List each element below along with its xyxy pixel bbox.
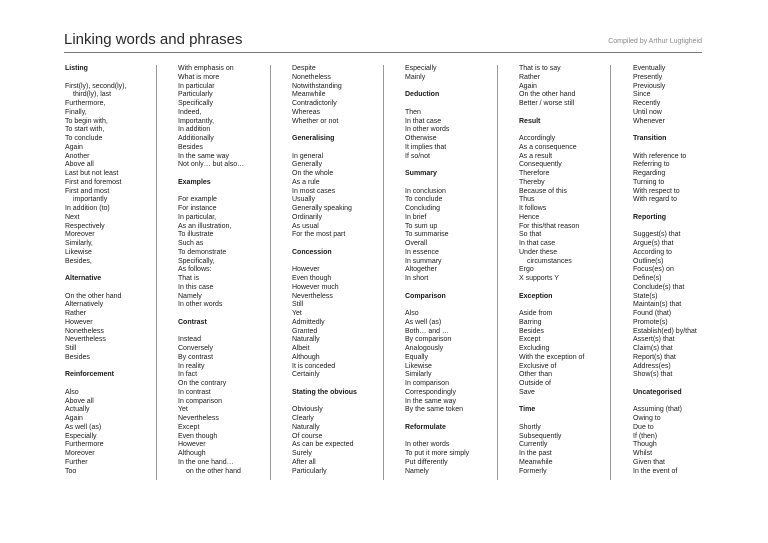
- phrase-item: In other words: [405, 126, 450, 134]
- section-heading: Listing: [65, 65, 88, 72]
- spacer: [633, 398, 733, 407]
- phrase-item: Above all: [65, 161, 94, 169]
- phrase-item: Besides,: [65, 257, 92, 265]
- phrase-item: To conclude: [65, 135, 103, 142]
- phrase-item: Albeit: [292, 345, 310, 352]
- phrase-item: Last but not least: [65, 170, 119, 177]
- author-credit: Compiled by Arthur Lugtigheid: [608, 38, 702, 45]
- phrase-item: It is conceded: [292, 362, 336, 370]
- phrase-item: Conclude(s) that: [633, 283, 685, 291]
- phrase-item: Respectively: [65, 222, 105, 230]
- phrase-item: Especially: [65, 432, 97, 440]
- phrase-item: In the same way: [405, 397, 456, 405]
- phrase-item: Even though: [178, 432, 218, 440]
- phrase-item: After all: [292, 458, 316, 466]
- phrase-item: Assert(s) that: [633, 336, 675, 344]
- phrase-item: Ergo: [519, 266, 534, 274]
- phrase-item: Yet: [292, 310, 302, 317]
- phrase-item: Exclusive of: [519, 362, 557, 370]
- phrase-item: Referring to: [633, 161, 670, 169]
- phrase-item: Overall: [405, 240, 428, 247]
- phrase-item: Clearly: [292, 415, 314, 422]
- phrase-item: State(s): [633, 292, 658, 300]
- phrase-item: Notwithstanding: [292, 82, 342, 90]
- phrase-item: Naturally: [292, 336, 320, 344]
- section-heading: Time: [519, 406, 536, 414]
- phrase-item: Usually: [292, 196, 315, 204]
- phrase-item: Save: [519, 388, 535, 396]
- phrase-item: By the same token: [405, 406, 463, 414]
- phrase-item: In particular: [178, 82, 215, 90]
- phrase-item: Furthermore,: [65, 100, 106, 107]
- spacer: [178, 170, 278, 179]
- phrase-item: If so/not: [405, 152, 430, 160]
- phrase-item: Promote(s): [633, 318, 668, 326]
- phrase-item: Still: [292, 301, 304, 309]
- phrase-item: In the past: [519, 450, 552, 457]
- phrase-item: Analogously: [405, 345, 444, 352]
- phrase-item: However much: [292, 283, 339, 291]
- phrase-item: Besides: [519, 327, 544, 335]
- phrase-item: importantly: [73, 196, 108, 204]
- phrase-item: Ordinarily: [292, 213, 322, 221]
- phrase-item: Of course: [292, 432, 323, 440]
- phrase-item: Further: [65, 458, 88, 466]
- phrase-item: Found (that): [633, 310, 672, 317]
- phrase-item: Similarly,: [65, 240, 93, 247]
- spacer: [65, 266, 165, 275]
- phrase-item: So that: [519, 231, 542, 239]
- phrase-item: Maintain(s) that: [633, 301, 682, 309]
- spacer: [405, 415, 505, 424]
- phrase-item: Barring: [519, 318, 542, 326]
- phrase-item: On the other hand: [65, 292, 122, 300]
- phrase-item: Also: [65, 388, 79, 396]
- phrase-item: Rather: [519, 73, 541, 81]
- phrase-item: Instead: [178, 336, 201, 344]
- spacer: [292, 126, 392, 135]
- phrase-item: As a consequence: [519, 143, 577, 151]
- column-2: [178, 65, 278, 476]
- phrase-item: Correspondingly: [405, 388, 456, 396]
- column-4: [405, 65, 505, 476]
- phrase-item: To begin with,: [65, 117, 108, 125]
- column-3: [292, 65, 392, 476]
- phrase-item: What is more: [178, 73, 220, 81]
- phrase-item: To illustrate: [178, 231, 214, 239]
- phrase-item: Actually: [65, 406, 90, 414]
- phrase-item: Given that: [633, 458, 665, 466]
- phrase-item: Since: [633, 91, 651, 99]
- phrase-item: Particularly: [292, 467, 327, 475]
- phrase-item: In reality: [178, 362, 205, 370]
- phrase-item: Meanwhile: [519, 458, 553, 466]
- phrase-item: Again: [519, 82, 537, 90]
- phrase-item: In contrast: [178, 388, 211, 396]
- phrase-item: Shortly: [519, 423, 541, 431]
- phrase-item: As well (as): [65, 423, 102, 431]
- section-heading: Comparison: [405, 292, 446, 300]
- phrase-item: Owing to: [633, 415, 661, 422]
- spacer: [405, 284, 505, 293]
- phrase-item: Regarding: [633, 170, 666, 177]
- section-heading: Result: [519, 117, 541, 125]
- phrase-item: Granted: [292, 327, 318, 335]
- column-5: [519, 65, 619, 476]
- phrase-item: Therefore: [519, 170, 550, 177]
- phrase-item: Still: [65, 345, 77, 352]
- section-heading: Transition: [633, 135, 667, 142]
- phrase-item: To demonstrate: [178, 248, 227, 256]
- phrase-item: Finally,: [65, 108, 87, 116]
- column-divider: [156, 65, 157, 480]
- phrase-item: Outside of: [519, 380, 551, 387]
- phrase-item: Presently: [633, 73, 663, 81]
- spacer: [65, 363, 165, 372]
- phrase-item: Importantly,: [178, 117, 215, 125]
- phrase-item: Meanwhile: [292, 91, 326, 99]
- phrase-item: Define(s): [633, 275, 662, 282]
- phrase-item: However: [292, 266, 320, 274]
- phrase-item: Again: [65, 143, 83, 151]
- phrase-item: As can be expected: [292, 441, 354, 449]
- spacer: [65, 284, 165, 293]
- phrase-item: Currently: [519, 441, 548, 449]
- phrase-item: Again: [65, 415, 83, 422]
- phrase-item: Alternatively: [65, 301, 104, 309]
- phrase-item: If (then): [633, 432, 658, 440]
- section-heading: Generalising: [292, 135, 335, 142]
- phrase-item: Specifically: [178, 100, 214, 107]
- section-heading: Exception: [519, 292, 553, 300]
- phrase-item: In the event of: [633, 467, 678, 475]
- phrase-item: Accordingly: [519, 135, 556, 142]
- phrase-item: On the contrary: [178, 380, 227, 387]
- phrase-item: Similarly: [405, 371, 432, 379]
- phrase-item: Additionally: [178, 135, 214, 142]
- phrase-item: Whenever: [633, 117, 665, 125]
- section-heading: Reporting: [633, 213, 667, 221]
- phrase-item: Namely: [178, 292, 202, 300]
- phrase-item: Namely: [405, 467, 429, 475]
- phrase-item: In fact: [178, 371, 198, 379]
- phrase-item: Under these: [519, 248, 558, 256]
- section-heading: Summary: [405, 170, 437, 177]
- phrase-item: Naturally: [292, 423, 320, 431]
- spacer: [65, 380, 165, 389]
- phrase-item: According to: [633, 248, 672, 256]
- phrase-item: Specifically,: [178, 257, 215, 265]
- phrase-item: Moreover: [65, 231, 95, 239]
- phrase-item: As follows:: [178, 266, 212, 274]
- phrase-item: As a result: [519, 152, 553, 160]
- phrase-item: Whereas: [292, 108, 321, 116]
- spacer: [292, 398, 392, 407]
- spacer: [633, 380, 733, 389]
- spacer: [65, 74, 165, 83]
- section-heading: Contrast: [178, 318, 207, 326]
- spacer: [519, 398, 619, 407]
- spacer: [292, 258, 392, 267]
- phrase-item: Claim(s) that: [633, 345, 673, 352]
- phrase-item: In addition (to): [65, 205, 110, 212]
- phrase-item: Nevertheless: [178, 415, 219, 422]
- phrase-item: First and foremost: [65, 178, 122, 186]
- spacer: [519, 109, 619, 118]
- phrase-item: That is to say: [519, 65, 561, 72]
- phrase-item: In comparison: [405, 380, 449, 387]
- spacer: [178, 310, 278, 319]
- spacer: [633, 205, 733, 214]
- spacer: [178, 188, 278, 197]
- phrase-item: Aside from: [519, 310, 553, 317]
- phrase-item: on the other hand: [186, 467, 241, 475]
- phrase-item: Consequently: [519, 161, 562, 169]
- phrase-item: Conversely: [178, 345, 214, 352]
- spacer: [633, 144, 733, 153]
- column-1: [65, 65, 165, 476]
- phrase-item: Especially: [405, 65, 437, 72]
- section-heading: Concession: [292, 248, 332, 256]
- spacer: [292, 380, 392, 389]
- spacer: [178, 328, 278, 337]
- phrase-item: Until now: [633, 108, 662, 116]
- phrase-item: On the other hand: [519, 91, 576, 99]
- phrase-item: Also: [405, 310, 419, 317]
- phrase-item: For this/that reason: [519, 222, 580, 230]
- spacer: [405, 83, 505, 92]
- phrase-item: By comparison: [405, 336, 452, 344]
- phrase-item: With emphasis on: [178, 65, 234, 72]
- phrase-item: Eventually: [633, 65, 666, 72]
- phrase-item: Recently: [633, 100, 661, 107]
- phrase-item: Whether or not: [292, 117, 339, 125]
- phrase-item: Another: [65, 152, 90, 160]
- phrase-item: Besides: [65, 353, 90, 361]
- phrase-item: Nonetheless: [292, 73, 331, 81]
- phrase-item: Concluding: [405, 205, 441, 212]
- phrase-item: Formerly: [519, 467, 547, 475]
- phrase-item: Particularly: [178, 91, 213, 99]
- phrase-item: In addition: [178, 126, 211, 134]
- spacer: [292, 240, 392, 249]
- phrase-item: For instance: [178, 205, 217, 212]
- spacer: [519, 126, 619, 135]
- phrase-item: Too: [65, 467, 77, 475]
- phrase-item: To summarise: [405, 231, 449, 239]
- section-heading: Reinforcement: [65, 371, 115, 379]
- spacer: [519, 301, 619, 310]
- phrase-item: First(ly), second(ly),: [65, 82, 127, 90]
- phrase-item: In other words: [405, 441, 450, 449]
- phrase-item: Yet: [178, 406, 188, 414]
- phrase-item: In the same way: [178, 152, 229, 160]
- phrase-item: It follows: [519, 205, 547, 212]
- phrase-item: circumstances: [527, 257, 572, 265]
- phrase-item: X supports Y: [519, 275, 559, 282]
- phrase-item: Besides: [178, 143, 203, 151]
- spacer: [405, 161, 505, 170]
- phrase-item: Suggest(s) that: [633, 231, 681, 239]
- phrase-item: Whilst: [633, 450, 653, 457]
- phrase-item: Equally: [405, 353, 428, 361]
- phrase-item: However: [178, 441, 206, 449]
- phrase-item: For example: [178, 196, 217, 204]
- phrase-item: Although: [178, 450, 206, 457]
- phrase-item: In essence: [405, 248, 439, 256]
- phrase-item: Then: [405, 108, 421, 116]
- phrase-item: On the whole: [292, 170, 334, 177]
- section-heading: Examples: [178, 178, 211, 186]
- phrase-item: Because of this: [519, 187, 567, 195]
- phrase-item: Address(es): [633, 362, 671, 370]
- phrase-item: Admittedly: [292, 318, 325, 326]
- phrase-item: Though: [633, 441, 657, 449]
- section-heading: Stating the obvious: [292, 388, 357, 396]
- phrase-item: Mainly: [405, 73, 426, 81]
- phrase-item: Above all: [65, 397, 94, 405]
- phrase-item: Such as: [178, 240, 204, 247]
- spacer: [633, 126, 733, 135]
- phrase-item: third(ly), last: [73, 91, 112, 99]
- phrase-item: That is: [178, 275, 200, 282]
- spacer: [519, 415, 619, 424]
- column-divider: [497, 65, 498, 480]
- phrase-item: Rather: [65, 310, 87, 317]
- phrase-item: With reference to: [633, 152, 687, 160]
- phrase-item: As a rule: [292, 178, 320, 186]
- phrase-item: Due to: [633, 423, 654, 431]
- phrase-item: Previously: [633, 82, 666, 90]
- phrase-item: Report(s) that: [633, 353, 676, 361]
- phrase-item: In comparison: [178, 397, 222, 405]
- column-divider: [383, 65, 384, 480]
- phrase-item: Nevertheless: [292, 292, 333, 300]
- phrase-item: Generally: [292, 161, 322, 169]
- phrase-item: Show(s) that: [633, 371, 673, 379]
- spacer: [633, 223, 733, 232]
- phrase-item: In most cases: [292, 187, 336, 195]
- phrase-item: Outline(s): [633, 257, 664, 265]
- phrase-item: In summary: [405, 257, 442, 265]
- phrase-item: Obviously: [292, 406, 323, 414]
- phrase-item: Nevertheless: [65, 336, 106, 344]
- spacer: [292, 144, 392, 153]
- phrase-item: Argue(s) that: [633, 240, 674, 247]
- spacer: [405, 100, 505, 109]
- phrase-item: Even though: [292, 275, 332, 282]
- phrase-item: Subsequently: [519, 432, 562, 440]
- phrase-item: In that case: [405, 117, 442, 125]
- phrase-item: Moreover: [65, 450, 95, 457]
- spacer: [405, 301, 505, 310]
- phrase-item: First and most: [65, 187, 110, 195]
- phrase-item: Establish(ed) by/that: [633, 327, 697, 335]
- phrase-item: As an illustration,: [178, 222, 232, 230]
- phrase-item: Contradictorily: [292, 100, 337, 107]
- phrase-item: Thus: [519, 196, 535, 204]
- column-divider: [610, 65, 611, 480]
- phrase-item: Except: [519, 336, 541, 344]
- phrase-item: Focus(es) on: [633, 266, 674, 274]
- phrase-item: By contrast: [178, 353, 214, 361]
- phrase-item: With respect to: [633, 187, 680, 195]
- phrase-item: Except: [178, 423, 200, 431]
- phrase-item: In short: [405, 275, 429, 282]
- page-title: Linking words and phrases: [64, 31, 243, 48]
- phrase-item: Nonetheless: [65, 327, 104, 335]
- phrase-item: To sum up: [405, 222, 438, 230]
- phrase-item: In this case: [178, 283, 214, 291]
- section-heading: Alternative: [65, 275, 102, 282]
- column-divider: [270, 65, 271, 480]
- phrase-item: Better / worse still: [519, 100, 575, 107]
- phrase-item: Turning to: [633, 178, 665, 186]
- section-heading: Reformulate: [405, 423, 446, 431]
- phrase-item: To put it more simply: [405, 450, 470, 457]
- phrase-item: In the one hand…: [178, 458, 234, 466]
- phrase-item: Indeed,: [178, 108, 202, 116]
- phrase-item: Both… and …: [405, 327, 449, 335]
- phrase-item: Surely: [292, 450, 312, 457]
- phrase-item: In brief: [405, 213, 427, 221]
- phrase-item: As usual: [292, 222, 319, 230]
- phrase-item: Altogether: [405, 266, 437, 274]
- phrase-item: In that case: [519, 240, 556, 247]
- phrase-item: Otherwise: [405, 135, 437, 142]
- header-divider: [64, 52, 702, 53]
- phrase-item: To start with,: [65, 126, 105, 134]
- phrase-item: In particular,: [178, 213, 217, 221]
- section-heading: Uncategorised: [633, 388, 682, 396]
- spacer: [405, 433, 505, 442]
- phrase-item: Despite: [292, 65, 316, 72]
- phrase-item: Likewise: [405, 362, 432, 370]
- phrase-item: With regard to: [633, 196, 677, 204]
- phrase-item: In other words: [178, 301, 223, 309]
- phrase-item: Not only… but also…: [178, 161, 245, 169]
- column-6: [633, 65, 733, 476]
- phrase-item: Although: [292, 353, 320, 361]
- phrase-item: In conclusion: [405, 187, 446, 195]
- phrase-item: Certainly: [292, 371, 320, 379]
- phrase-item: Hence: [519, 213, 540, 221]
- phrase-item: Furthermore: [65, 441, 104, 449]
- phrase-item: Other than: [519, 371, 553, 379]
- phrase-item: Next: [65, 213, 80, 221]
- phrase-item: Likewise: [65, 248, 92, 256]
- phrase-item: Put differently: [405, 458, 448, 466]
- phrase-item: As well (as): [405, 318, 442, 326]
- phrase-item: For the most part: [292, 231, 346, 239]
- phrase-item: However: [65, 318, 93, 326]
- phrase-item: Generally speaking: [292, 205, 352, 212]
- phrase-item: Excluding: [519, 345, 550, 352]
- phrase-item: To conclude: [405, 196, 443, 204]
- spacer: [405, 179, 505, 188]
- phrase-item: Thereby: [519, 178, 545, 186]
- phrase-item: Assuming (that): [633, 406, 683, 414]
- phrase-item: It implies that: [405, 143, 447, 151]
- phrase-item: With the exception of: [519, 353, 585, 361]
- spacer: [519, 284, 619, 293]
- phrase-item: In general: [292, 152, 324, 160]
- section-heading: Deduction: [405, 91, 440, 99]
